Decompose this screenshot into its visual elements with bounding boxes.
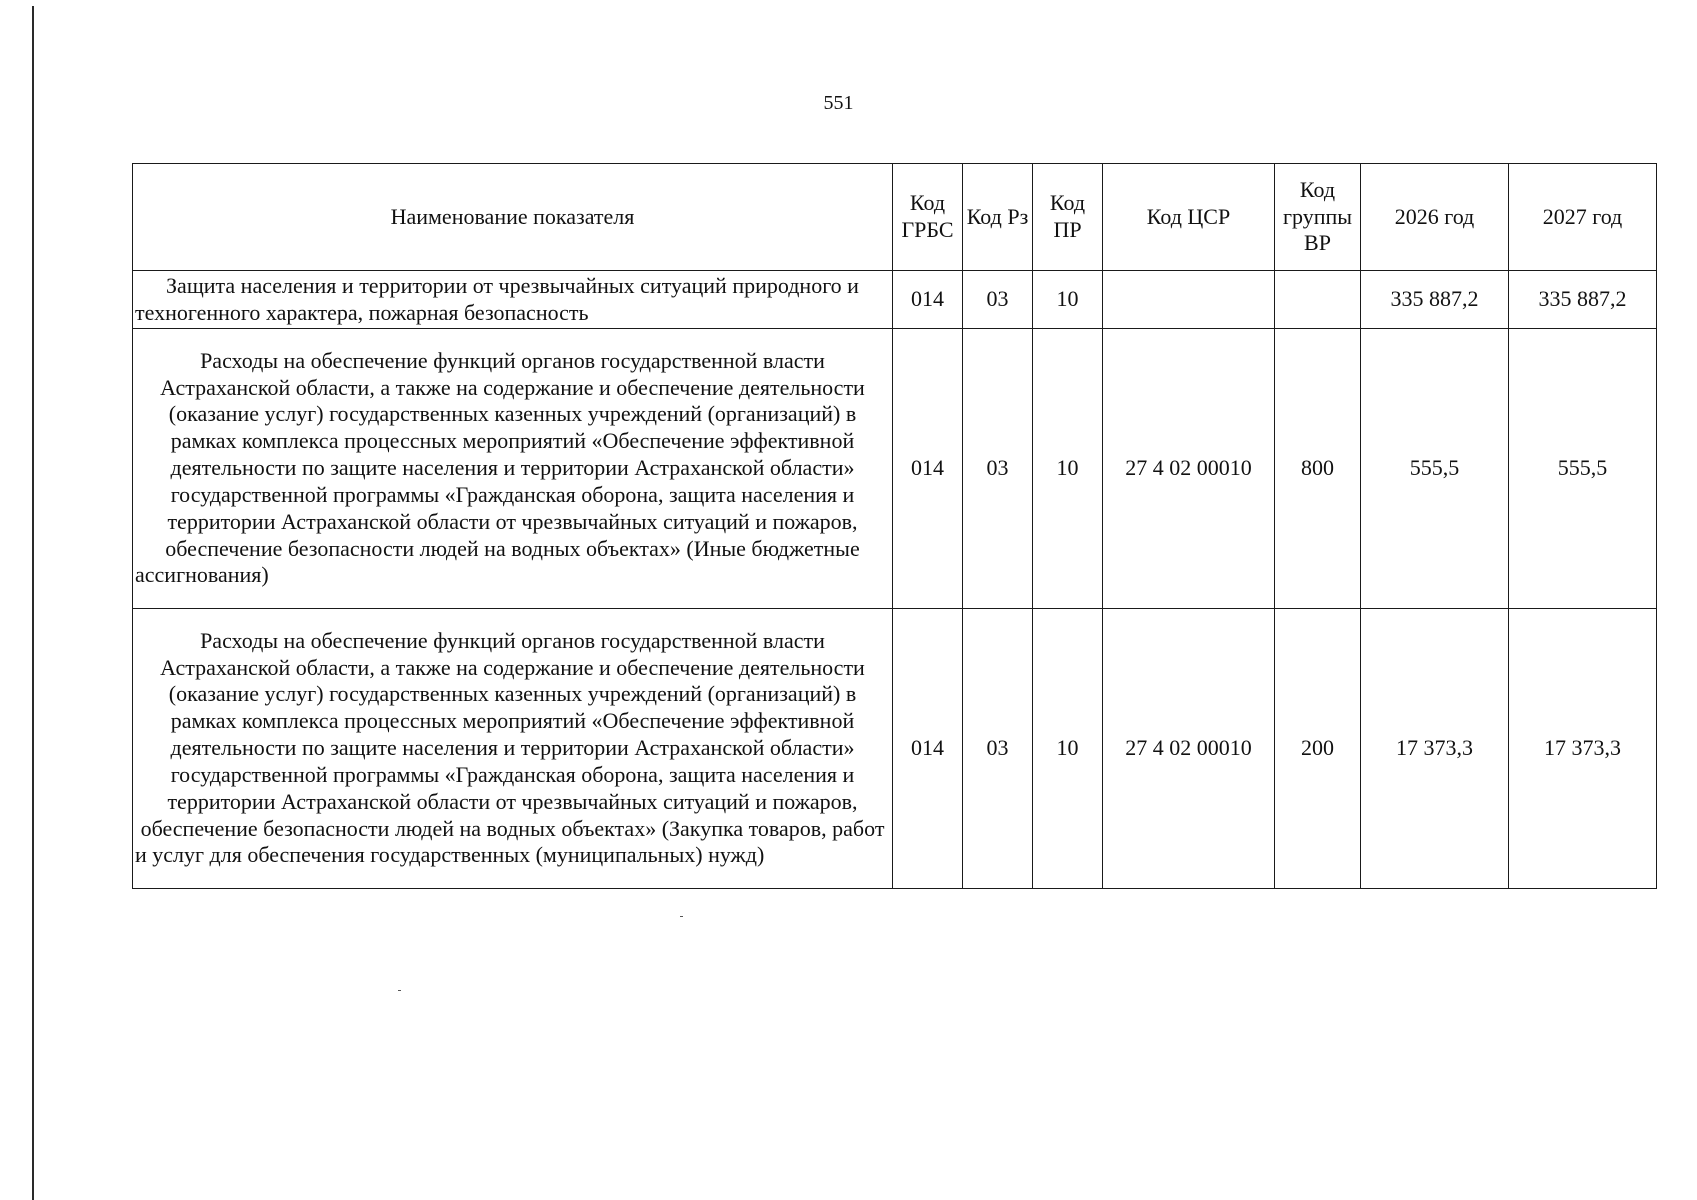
header-indicator-name: Наименование показателя bbox=[133, 164, 893, 271]
row-rz-code: 03 bbox=[963, 329, 1033, 609]
row-csr-code: 27 4 02 00010 bbox=[1103, 329, 1275, 609]
row-indicator-name: Расходы на обеспечение функций органов государственной власти Астраханской области, а также на содержание и обеспечение деятельности (оказание услуг) государственных казенных учреждений (организаций) в рамках комплекса процессных мероприятий «Обеспечение эффективной деятельности по защите населения и территории Астраханской области» государственной программы «Гражданская оборона, защита населения и территории Астраханской области от чрезвычайных ситуаций и пожаров, обеспечение безопасности людей на водных объектах» (Иные бюджетные ассигнования) bbox=[133, 329, 893, 609]
row-grbs-code: 014 bbox=[893, 271, 963, 329]
header-csr-code: Код ЦСР bbox=[1103, 164, 1275, 271]
row-csr-code: 27 4 02 00010 bbox=[1103, 609, 1275, 889]
row-amount-2027: 555,5 bbox=[1509, 329, 1657, 609]
row-csr-code bbox=[1103, 271, 1275, 329]
header-pr-code: Код ПР bbox=[1033, 164, 1103, 271]
page-number: 551 bbox=[823, 92, 854, 114]
header-grbs-code: Код ГРБС bbox=[893, 164, 963, 271]
row-vr-group-code bbox=[1275, 271, 1361, 329]
table-row bbox=[133, 609, 1657, 889]
row-amount-2026: 17 373,3 bbox=[1361, 609, 1509, 889]
row-amount-2026: 555,5 bbox=[1361, 329, 1509, 609]
row-amount-2027: 17 373,3 bbox=[1509, 609, 1657, 889]
row-pr-code: 10 bbox=[1033, 329, 1103, 609]
row-indicator-name: Защита населения и территории от чрезвычайных ситуаций природного и техногенного характера, пожарная безопасность bbox=[133, 271, 893, 329]
row-grbs-code: 014 bbox=[893, 329, 963, 609]
row-rz-code: 03 bbox=[963, 271, 1033, 329]
header-year-2027: 2027 год bbox=[1509, 164, 1657, 271]
row-amount-2027: 335 887,2 bbox=[1509, 271, 1657, 329]
table-row bbox=[133, 329, 1657, 609]
table-header-row bbox=[133, 164, 1657, 271]
row-vr-group-code: 200 bbox=[1275, 609, 1361, 889]
row-indicator-name: Расходы на обеспечение функций органов государственной власти Астраханской области, а также на содержание и обеспечение деятельности (оказание услуг) государственных казенных учреждений (организаций) в рамках комплекса процессных мероприятий «Обеспечение эффективной деятельности по защите населения и территории Астраханской области» государственной программы «Гражданская оборона, защита населения и территории Астраханской области от чрезвычайных ситуаций и пожаров, обеспечение безопасности людей на водных объектах» (Закупка товаров, работ и услуг для обеспечения государственных (муниципальных) нужд) bbox=[133, 609, 893, 889]
header-vr-group-code: Код группы ВР bbox=[1275, 164, 1361, 271]
row-grbs-code: 014 bbox=[893, 609, 963, 889]
row-pr-code: 10 bbox=[1033, 609, 1103, 889]
table-row bbox=[133, 271, 1657, 329]
scan-margin-line bbox=[32, 6, 34, 1200]
row-vr-group-code: 800 bbox=[1275, 329, 1361, 609]
budget-table bbox=[132, 163, 1657, 889]
scan-speck bbox=[680, 916, 683, 917]
header-rz-code: Код Рз bbox=[963, 164, 1033, 271]
row-amount-2026: 335 887,2 bbox=[1361, 271, 1509, 329]
row-pr-code: 10 bbox=[1033, 271, 1103, 329]
header-year-2026: 2026 год bbox=[1361, 164, 1509, 271]
row-rz-code: 03 bbox=[963, 609, 1033, 889]
scan-speck bbox=[398, 990, 401, 991]
